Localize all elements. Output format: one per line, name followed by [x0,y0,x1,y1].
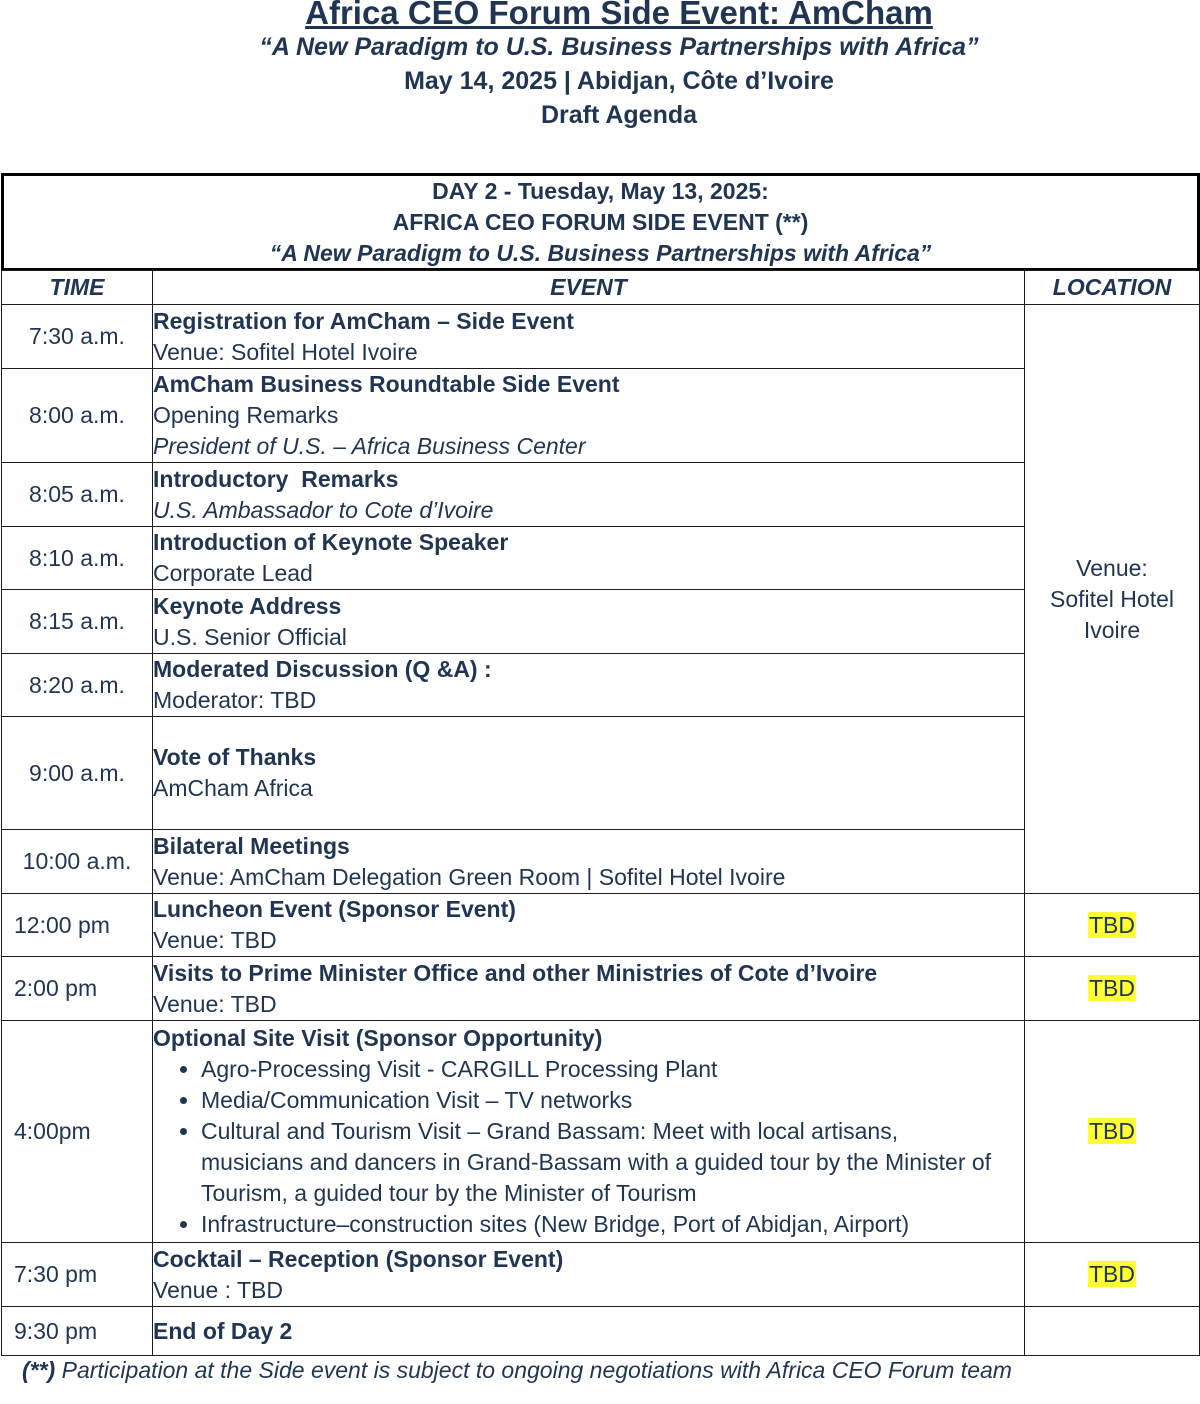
day-banner [1,173,1200,271]
event-detail: Venue : TBD [153,1276,283,1303]
event-detail: U.S. Senior Official [153,623,347,650]
table-row [2,1021,1200,1243]
header-time: TIME [2,271,153,305]
row-event [153,590,1025,654]
event-detail: Moderator: TBD [153,687,317,713]
header-event: EVENT [153,271,1025,305]
list-item: • Media/Communication Visit – TV networks [201,1085,1024,1116]
row-time: 9:30 pm [2,1307,153,1356]
event-detail: Venue: TBD [153,990,277,1017]
row-time: 8:20 a.m. [2,654,153,717]
event-title: Visits to Prime Minister Office and other Ministries of Cote d’Ivoire [153,959,878,986]
banner-theme: “A New Paradigm to U.S. Business Partnerships with Africa” [269,240,932,266]
row-event [153,527,1025,590]
table-row [2,717,1200,830]
footnote-text: Participation at the Side event is subject to ongoing negotiations with Africa CEO Forum team [55,1357,1012,1383]
table-row [2,590,1200,654]
row-time: 8:10 a.m. [2,527,153,590]
table-row [2,527,1200,590]
event-detail: Venue: Sofitel Hotel Ivoire [153,338,418,365]
table-row [2,369,1200,463]
event-detail: Opening Remarks [153,402,339,428]
row-time: 4:00pm [2,1021,153,1243]
row-time: 8:00 a.m. [2,369,153,463]
table-row [2,654,1200,717]
table-row [2,1307,1200,1356]
tbd-badge: TBD [1089,1118,1135,1144]
row-time: 8:15 a.m. [2,590,153,654]
row-event [153,463,1025,527]
event-title: Keynote Address [153,592,342,619]
row-event [153,369,1025,463]
event-detail: Corporate Lead [153,560,313,586]
table-row [2,957,1200,1021]
row-event [153,1021,1025,1243]
event-speaker: U.S. Ambassador to Cote d’Ivoire [153,496,494,523]
list-item: • Infrastructure–construction sites (New Bridge, Port of Abidjan, Airport) [201,1209,1024,1240]
site-visit-list [153,1054,1024,1240]
row-location-empty [1025,1307,1200,1356]
document-header [0,0,1200,132]
location-line: Sofitel Hotel [1049,585,1174,612]
date-location: May 14, 2025 | Abidjan, Côte d’Ivoire [404,67,834,95]
row-location [1025,894,1200,957]
table-row [2,1243,1200,1307]
event-title: Introduction of Keynote Speaker [153,529,509,555]
row-time: 8:05 a.m. [2,463,153,527]
row-time: 7:30 pm [2,1243,153,1307]
event-title: Introductory Remarks [153,465,399,492]
row-event [153,654,1025,717]
row-time: 10:00 a.m. [2,830,153,894]
banner-event: AFRICA CEO FORUM SIDE EVENT (**) [392,209,809,235]
row-time: 12:00 pm [2,894,153,957]
row-event [153,305,1025,369]
row-location [1025,1021,1200,1243]
event-title: End of Day 2 [153,1317,293,1344]
table-header-row [2,271,1200,305]
document-subtitle: “A New Paradigm to U.S. Business Partnerships with Africa” [259,33,979,61]
event-title: AmCham Business Roundtable Side Event [153,371,620,397]
event-title: Luncheon Event (Sponsor Event) [153,896,516,922]
footnote [22,1355,1012,1386]
doc-status: Draft Agenda [540,101,698,129]
table-row [2,305,1200,369]
shared-location-cell [1025,305,1200,894]
row-time: 2:00 pm [2,957,153,1021]
table-row [2,894,1200,957]
list-item: • Cultural and Tourism Visit – Grand Bassam: Meet with local artisans, musicians and dancers in Grand-Bassam with a guided tour by the Minister of Tourism, a guided tour by the Minister of Tourism [201,1116,1024,1209]
tbd-badge: TBD [1089,975,1135,1001]
event-detail: Venue: TBD [153,927,277,953]
banner-day: DAY 2 - Tuesday, May 13, 2025: [432,178,769,204]
location-line: Venue: [1076,554,1148,581]
tbd-badge: TBD [1089,1261,1135,1287]
header-location: LOCATION [1025,271,1200,305]
event-detail: Venue: AmCham Delegation Green Room | Sofitel Hotel Ivoire [153,863,786,890]
row-time: 7:30 a.m. [2,305,153,369]
location-line: Ivoire [1083,616,1141,643]
row-event [153,1243,1025,1307]
event-speaker: President of U.S. – Africa Business Center [153,433,586,459]
event-title: Vote of Thanks [153,744,317,770]
row-event [153,830,1025,894]
row-event [153,717,1025,830]
row-time: 9:00 a.m. [2,717,153,830]
row-location [1025,957,1200,1021]
row-location [1025,1243,1200,1307]
event-title: Cocktail – Reception (Sponsor Event) [153,1245,564,1272]
table-row [2,463,1200,527]
event-title: Bilateral Meetings [153,832,350,859]
agenda-table [1,270,1200,1356]
event-title: Registration for AmCham – Side Event [153,307,574,334]
event-detail: AmCham Africa [153,775,313,801]
row-event [153,1307,1025,1356]
document-title: Africa CEO Forum Side Event: AmCham [305,0,933,31]
footnote-marker: (**) [22,1357,56,1383]
row-event [153,894,1025,957]
row-event [153,957,1025,1021]
event-title: Moderated Discussion (Q &A) : [153,656,492,682]
list-item: • Agro-Processing Visit - CARGILL Processing Plant [201,1054,1024,1085]
tbd-badge: TBD [1089,911,1135,938]
table-row [2,830,1200,894]
event-title: Optional Site Visit (Sponsor Opportunity) [153,1025,603,1051]
